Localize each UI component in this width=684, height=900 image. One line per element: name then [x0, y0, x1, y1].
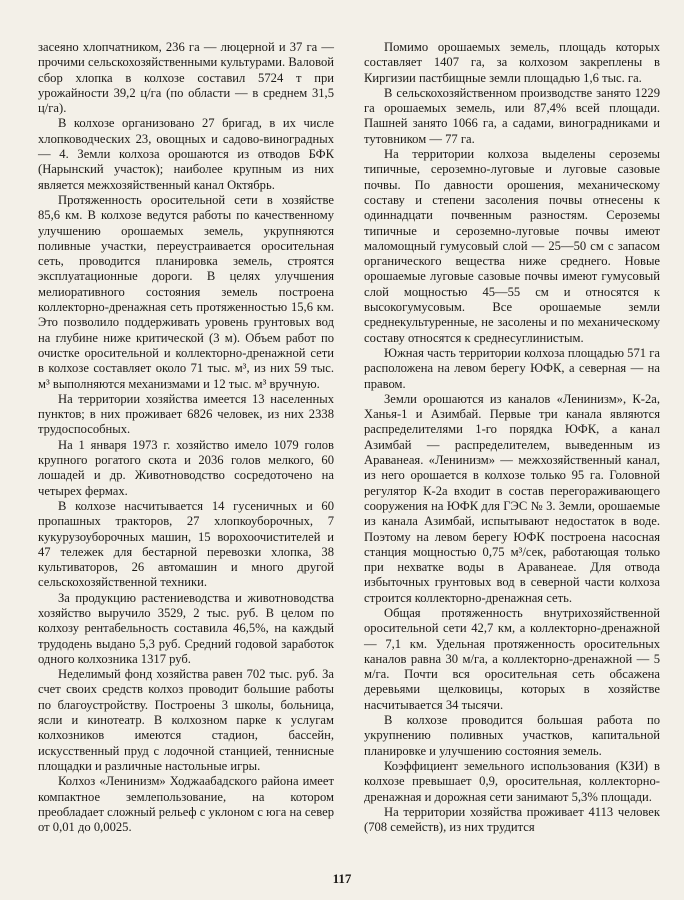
paragraph: Коэффициент земельного использования (КЗИ) в колхозе превышает 0,9, оросительная, коллекторно-дренажная и дорожная сети занимают 5,3% площади.: [364, 758, 660, 804]
paragraph: Земли орошаются из каналов «Ленинизм», К-2а, Ханья-1 и Азимбай. Первые три канала являются распределителями 1-го порядка ЮФК, а канал Азимбай — распределителем, выведенным из Араванеая. «Ленинизм» — межхозяйственный канал, из него орошается в колхозе только 95 га. Головной регулятор К-2а входит в состав перегораживающего сооружения на ЮФК для ГЭС № 3. Земли, орошаемые из канала Азимбай, испытывают недостаток в воде. Поэтому на левом берегу ЮФК построена насосная станция мощностью 0,75 м³/сек, работающая только при нехватке воды в Араванеае. Для отвода избыточных грунтовых вод в северной части колхоза строится коллекторно-дренажная сеть.: [364, 391, 660, 605]
paragraph: В колхозе организовано 27 бригад, в их числе хлопководческих 23, овощных и садово-виноградных — 4. Земли колхоза орошаются из отводов БФК (Нарынский участок); наиболее крупным из них является межхозяйственный канал Октябрь.: [38, 116, 334, 192]
paragraph: Помимо орошаемых земель, площадь которых составляет 1407 га, за колхозом закреплены в Киргизии пастбищные земли площадью 1,6 тыс. га.: [364, 40, 660, 85]
paragraph: засеяно хлопчатником, 236 га — люцерной и 37 га — прочими сельскохозяйственными культурами. Валовой сбор хлопка в колхозе составил 5724 т при урожайности 39,2 ц/га (по области — в среднем 31,5 ц/га).: [38, 40, 334, 116]
paragraph: На 1 января 1973 г. хозяйство имело 1079 голов крупного рогатого скота и 2036 голов мелкого, 60 лошадей и др. Животноводство сосредоточено на четырех фермах.: [38, 437, 334, 498]
paragraph: На территории хозяйства имеется 13 населенных пунктов; в них проживает 6826 человек, из них 2338 трудоспособных.: [38, 391, 334, 437]
paragraph: Неделимый фонд хозяйства равен 702 тыс. руб. За счет своих средств колхоз проводит большие работы по благоустройству. Построены 3 школы, больница, ясли и кинотеатр. В колхозном парке к услугам колхозников имеются стадион, бассейн, искусственный пруд с лодочной станцией, теннисные площадки и различные настольные игры.: [38, 667, 334, 773]
paragraph: Протяженность оросительной сети в хозяйстве 85,6 км. В колхозе ведутся работы по качественному улучшению орошаемых земель, укрупняются поливные участки, переустраивается оросительная сеть, проводится планировка земель, строятся эксплуатационные дороги. В целях улучшения мелиоративного состояния земель построена коллекторно-дренажная сеть протяженностью 15,6 км. Это позволило поддерживать уровень грунтовых вод на глубине ниже критической (3 м). Объем работ по очистке оросительной и коллекторно-дренажной сети в колхозе составляет около 71 тыс. м³, из них 59 тыс. м³ выполняются механизмами и 12 тыс. м³ вручную.: [38, 192, 334, 391]
paragraph: В колхозе насчитывается 14 гусеничных и 60 пропашных тракторов, 27 хлопкоуборочных, 7 кукурузоуборочных машин, 15 ворохоочистителей и 47 тележек для бестарной перевозки хлопка, 38 культиваторов, 26 автомашин и много другой сельскохозяйственной техники.: [38, 498, 334, 590]
paragraph: Общая протяженность внутрихозяйственной оросительной сети 42,7 км, а коллекторно-дренажной — 7,1 км. Удельная протяженность оросительных каналов равна 30 м/га, а коллекторно-дренажной — 5 м/га. Почти вся оросительная сеть обсажена деревьями щелковицы, которых в хозяйстве насчитывается 34 тысячи.: [364, 605, 660, 712]
paragraph: Южная часть территории колхоза площадью 571 га расположена на левом берегу ЮФК, а северная — на правом.: [364, 345, 660, 391]
paragraph: На территории хозяйства проживает 4113 человек (708 семейств), из них трудится: [364, 804, 660, 835]
paragraph: Колхоз «Ленинизм» Ходжаабадского района имеет компактное землепользование, на котором преобладает сложный рельеф с уклоном с юга на север от 0,01 до 0,0025.: [38, 774, 335, 835]
paragraph: За продукцию растениеводства и животноводства хозяйство выручило 3529, 2 тыс. руб. В целом по колхозу рентабельность составила 46,5%, на каждый трудодень выдано 5,3 руб. Средний годовой заработок одного колхозника 1317 руб.: [38, 590, 334, 666]
paragraph: В колхозе проводится большая работа по укрупнению поливных участков, капитальной планировке и улучшению состояния земель.: [364, 713, 660, 758]
right-column: [364, 40, 660, 835]
paragraph: В сельскохозяйственном производстве занято 1229 га орошаемых земель, или 87,4% всей площади. Пашней занято 1066 га, а садами, виноградниками и тутовником — 77 га.: [364, 85, 660, 146]
left-column: [38, 40, 334, 835]
page-number: 117: [332, 871, 352, 886]
paragraph: На территории колхоза выделены сероземы типичные, сероземно-луговые и луговые сазовые почвы. По давности орошения, механическому составу и степени засоления почвы отнесены к одиннадцати почвенным разностям. Сероземы типичные и сероземно-луговые почвы имеют маломощный гумусовый слой — 25—50 см с запасом органического вещества ниже среднего. Новые орошаемые луговые сазовые почвы имеют гумусовый слой мощностью 45—55 см и относятся к высокогумусовым. Все орошаемые земли среднекультуренные, не засолены и по механическому составу относятся к среднесуглинистым.: [364, 147, 660, 345]
